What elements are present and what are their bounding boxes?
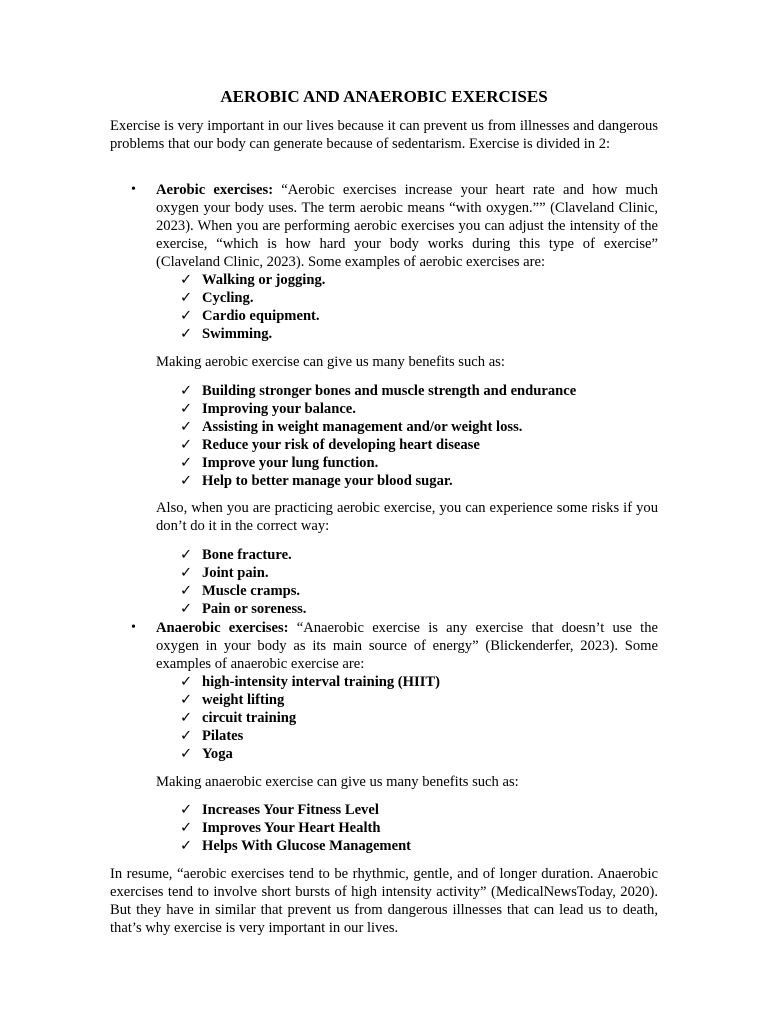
check-icon: ✓	[180, 326, 193, 342]
list-item: ✓ high-intensity interval training (HIIT)	[180, 674, 440, 690]
list-item: ✓ Helps With Glucose Management	[180, 838, 412, 854]
list-item: ✓ Bone fracture.	[180, 547, 292, 563]
list-item: ✓ Building stronger bones and muscle strength and endurance	[180, 383, 577, 399]
aerobic-examples-list	[180, 271, 660, 343]
document-title: AEROBIC AND ANAEROBIC EXERCISES	[220, 87, 548, 106]
check-icon: ✓	[180, 601, 193, 617]
check-icon: ✓	[180, 401, 193, 417]
aerobic-benefits-list	[180, 382, 660, 490]
list-item: ✓ Improve your lung function.	[180, 455, 379, 471]
check-icon: ✓	[180, 547, 193, 563]
check-icon: ✓	[180, 272, 193, 288]
list-item: ✓ Pain or soreness.	[180, 601, 307, 617]
list-item: ✓ weight lifting	[180, 692, 285, 708]
check-icon: ✓	[180, 290, 193, 306]
aerobic-risks-intro: Also, when you are practicing aerobic exercise, you can experience some risks if you don’t do it in the correct way:	[156, 500, 658, 534]
check-icon: ✓	[180, 473, 193, 489]
anaerobic-label: Anaerobic exercises:	[156, 620, 289, 636]
intro-paragraph: Exercise is very important in our lives because it can prevent us from illnesses and dangerous problems that our body can generate because of sedentarism. Exercise is divided in 2:	[110, 118, 658, 152]
list-item: ✓ Cycling.	[180, 290, 254, 306]
anaerobic-text: “Anaerobic exercise is any exercise that doesn’t use the oxygen in your body as its main source of energy” (Blickenderfer, 2023). Some examples of anaerobic exercise are:	[156, 620, 659, 672]
list-item: ✓ Muscle cramps.	[180, 583, 301, 599]
aerobic-benefits-intro: Making aerobic exercise can give us many benefits such as:	[156, 354, 505, 370]
anaerobic-benefits-list	[180, 801, 660, 855]
list-item: ✓ Help to better manage your blood sugar.	[180, 473, 453, 489]
anaerobic-bullet	[131, 619, 659, 673]
aerobic-label: Aerobic exercises:	[156, 182, 274, 198]
list-item: ✓ Improves Your Heart Health	[180, 820, 381, 836]
list-item: ✓ Assisting in weight management and/or weight loss.	[180, 419, 523, 435]
list-item: ✓ Yoga	[180, 746, 233, 762]
check-icon: ✓	[180, 802, 193, 818]
check-icon: ✓	[180, 838, 193, 854]
check-icon: ✓	[180, 692, 193, 708]
check-icon: ✓	[180, 728, 193, 744]
check-icon: ✓	[180, 746, 193, 762]
check-icon: ✓	[180, 308, 193, 324]
check-icon: ✓	[180, 419, 193, 435]
list-item: ✓ circuit training	[180, 710, 297, 726]
aerobic-text: “Aerobic exercises increase your heart rate and how much oxygen your body uses. The term aerobic means “with oxygen.”” (Claveland Clinic, 2023). When you are performing aerobic exercises you can adjust the intensity of the exercise, “which is how hard your body works during this type of exercise” (Claveland Clinic, 2023). Some examples of aerobic exercises are:	[156, 182, 658, 270]
bullet-icon: •	[131, 620, 136, 635]
bullet-icon: •	[131, 182, 136, 197]
check-icon: ✓	[180, 674, 193, 690]
list-item: ✓ Pilates	[180, 728, 244, 744]
list-item: ✓ Joint pain.	[180, 565, 269, 581]
list-item: ✓ Swimming.	[180, 326, 273, 342]
aerobic-bullet	[131, 181, 658, 271]
list-item: ✓ Cardio equipment.	[180, 308, 320, 324]
list-item: ✓ Reduce your risk of developing heart disease	[180, 437, 480, 453]
check-icon: ✓	[180, 455, 193, 471]
list-item: ✓ Increases Your Fitness Level	[180, 802, 379, 818]
check-icon: ✓	[180, 565, 193, 581]
aerobic-risks-list	[180, 546, 660, 618]
list-item: ✓ Improving your balance.	[180, 401, 356, 417]
anaerobic-benefits-intro: Making anaerobic exercise can give us many benefits such as:	[156, 774, 519, 790]
check-icon: ✓	[180, 820, 193, 836]
check-icon: ✓	[180, 710, 193, 726]
check-icon: ✓	[180, 583, 193, 599]
anaerobic-examples-list	[180, 673, 660, 763]
check-icon: ✓	[180, 437, 193, 453]
list-item: ✓ Walking or jogging.	[180, 272, 326, 288]
conclusion-paragraph: In resume, “aerobic exercises tend to be rhythmic, gentle, and of longer duration. Anaerobic exercises tend to involve short bursts of high intensity activity” (MedicalNewsToday, 2020). But they have in similar that prevent us from dangerous illnesses that can lead us to death, that’s why exercise is very important in our lives.	[110, 866, 658, 936]
check-icon: ✓	[180, 383, 193, 399]
